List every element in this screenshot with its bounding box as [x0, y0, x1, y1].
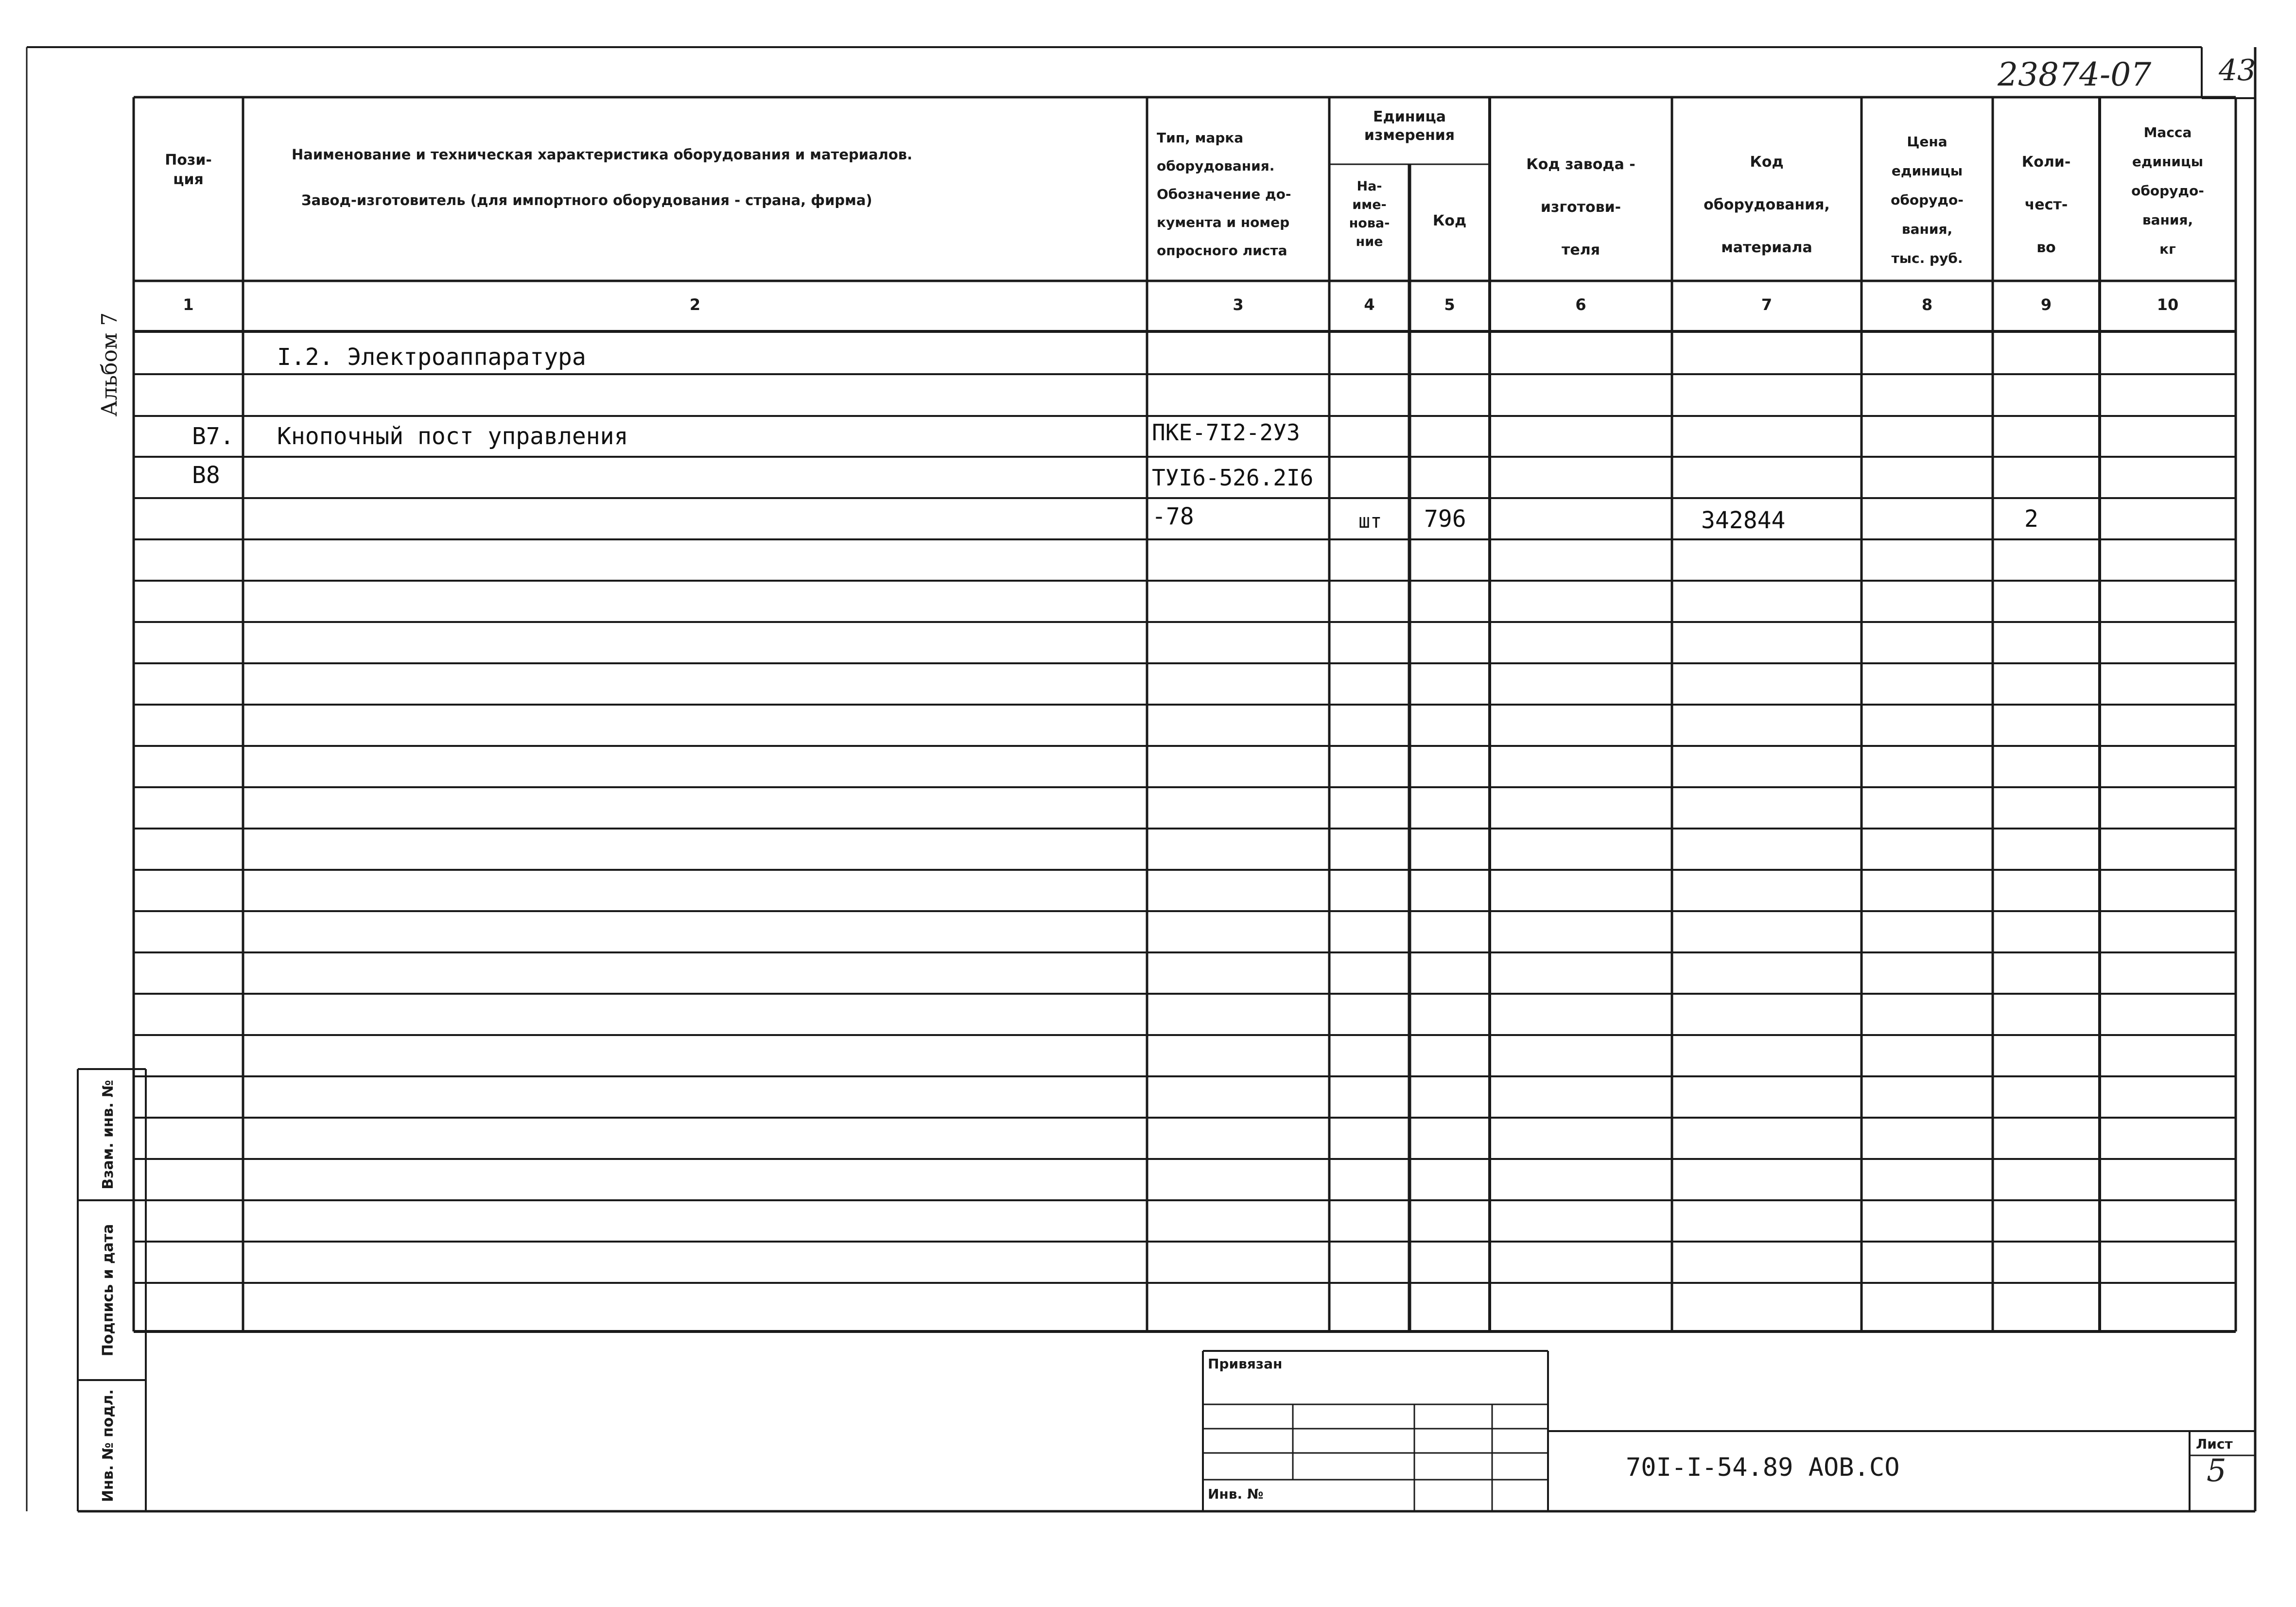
table-cell-equipment-code: 342844 [1701, 507, 1786, 534]
header-plant-code: Код завода - изготови- теля [1526, 156, 1635, 259]
table-cell-name: Кнопочный пост управления [277, 423, 628, 450]
colnum-6: 6 [1575, 295, 1586, 314]
table-cell-type: ТУI6-526.2I6 [1152, 465, 1314, 491]
header-unit-code: Код [1432, 212, 1467, 229]
header-equipment-code: Код оборудования, материала [1704, 154, 1830, 256]
stamp-inv-no: Инв. № [1208, 1486, 1264, 1502]
table-cell-position: В7. [192, 423, 234, 450]
header-unit-price: Цена единицы оборудо- вания, тыс. руб. [1891, 134, 1964, 266]
table-cell-name: I.2. Электроаппаратура [277, 344, 586, 371]
header-name-line1: Наименование и техническая характеристика оборудования и материалов. [292, 146, 913, 163]
header-mass: Масса единицы оборудо- вания, кг [2131, 124, 2204, 257]
table-cell-position: В8 [192, 462, 220, 489]
table-cell-unit-name: шт [1358, 510, 1382, 533]
document-designation: 70I-I-54.89 АОВ.СО [1626, 1453, 1900, 1482]
album-label: Альбом 7 [97, 312, 122, 417]
side-label-original-inv: Инв. № подл. [100, 1389, 117, 1503]
sheet-number: 5 [2207, 1453, 2226, 1489]
colnum-8: 8 [1921, 295, 1933, 314]
colnum-1: 1 [183, 295, 194, 314]
colnum-3: 3 [1233, 295, 1244, 314]
colnum-5: 5 [1444, 295, 1455, 314]
colnum-9: 9 [2040, 295, 2052, 314]
table-cell-type: -78 [1152, 503, 1194, 530]
table-cell-type: ПКЕ-7I2-2УЗ [1152, 419, 1300, 446]
header-unit-group: Единица измерения [1364, 108, 1455, 144]
sheet-label: Лист [2196, 1436, 2233, 1452]
header-name-line2: Завод-изготовитель (для импортного оборудования - страна, фирма) [301, 192, 872, 208]
header-type-mark: Тип, марка оборудования. Обозначение до- кумента и номер опросного листа [1157, 130, 1291, 259]
corner-page-number: 43 [2219, 53, 2256, 87]
stamp-privyazan: Привязан [1208, 1356, 1283, 1372]
table-cell-unit-code: 796 [1424, 505, 1466, 533]
colnum-7: 7 [1761, 295, 1773, 314]
table-cell-quantity: 2 [2024, 505, 2038, 533]
colnum-4: 4 [1364, 295, 1375, 314]
side-label-signature-date: Подпись и дата [100, 1224, 117, 1357]
header-quantity: Коли- чест- во [2021, 154, 2071, 256]
colnum-2: 2 [689, 295, 701, 314]
colnum-10: 10 [2157, 295, 2179, 314]
header-unit-name: На- име- нова- ние [1349, 179, 1390, 249]
side-label-replacement-inv: Взам. инв. № [100, 1080, 117, 1190]
document-number: 23874-07 [1998, 56, 2152, 93]
header-position: Пози- ция [165, 152, 212, 188]
